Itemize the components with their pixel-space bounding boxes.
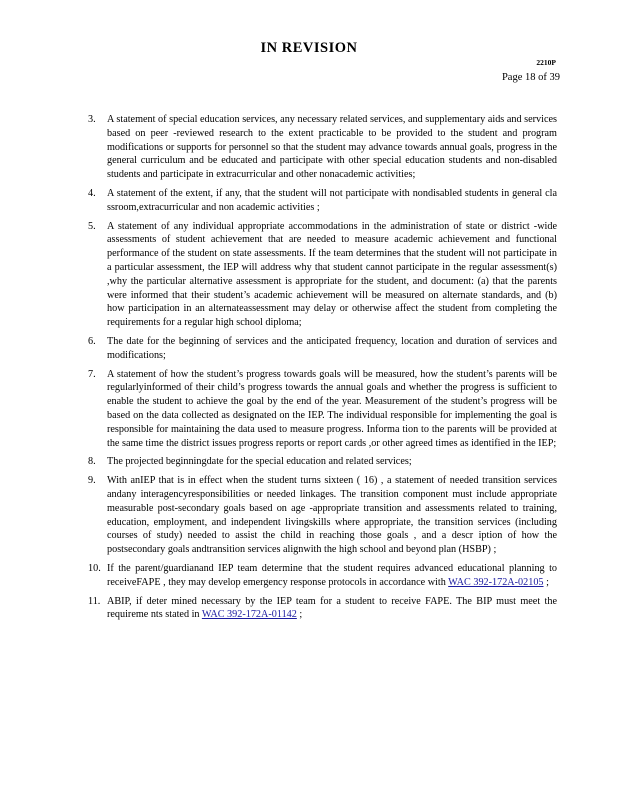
item-number: 6. (88, 335, 96, 347)
item-number: 11. (88, 595, 101, 607)
item-number: 10. (88, 562, 101, 574)
item-text: With anIEP that is in effect when the student turns sixteen ( 16) , a statement of needed transition services andany interagencyresponsibilities or needed linkages. The transition component must include appropriate measurable post-secondary goals based on age -appropriate transition and assessments related to training, education, employment, and independent livingskills where appropriate, the transition services (including courses of study) needed to assist the child in reaching those goals , and a descr iption of how the postsecondary goals andtransition services alignwith the high school and beyond plan (HSBP) ; (107, 475, 557, 556)
item-number: 3. (88, 114, 96, 125)
item-text: A statement of any individual appropriate accommodations in the administration of state or district -wide assessments of student achievement that are needed to measure academic achievement and functional performance of the student on state assessments. If the team determines that the student will not participate in a particular assessment, the IEP will address why that student cannot participate in the regular assessment(s) ,why the particular alternative assessment is appropriate for the student, and document: (a) that the parents were informed that their student’s academic achievement will be measured on alternate standards, and (b) how participation in an alternateassessment may delay or otherwise affect the student from completing the requirements for a regular high school diploma; (107, 220, 557, 329)
item-text: ABIP, if deter mined necessary by the IEP team for a student to receive FAPE. The BIP must meet the requireme nts stated in (107, 595, 557, 621)
item-number: 8. (88, 456, 96, 468)
item-text: The date for the beginning of services and the anticipated frequency, location and duration of services and modifications; (107, 335, 557, 361)
item-text: A statement of how the student’s progress towards goals will be measured, how the student’s parents will be regularlyinformed of their child’s progress towards the annual goals and whether the progress is sufficient to enable the student to achieve the goal by the end of the year. Measurement of the student’s progress will be based on the data collected as designated on the IEP. The individual responsible for implementing the goal is responsible for maintaining the data used to measure progress. Informa tion to the parents will be provided at the same time the district issues progress reports or report cards ,or other agreed times as identified in the IEP; (107, 368, 557, 449)
list-item (88, 187, 557, 215)
item-text-end: ; (296, 609, 303, 621)
page-number: Page 18 of 39 (501, 72, 560, 83)
list-item (88, 113, 557, 182)
item-text-end: ; (543, 576, 549, 588)
list-item (88, 368, 557, 451)
item-text: If the parent/guardianand IEP team determine that the student requires advanced educational planning to receiveFAPE , they may develop emergency response protocols in accordance with (107, 562, 557, 588)
list-item (88, 455, 557, 469)
item-text: The projected beginningdate for the special education and related services; (107, 456, 412, 468)
requirements-list (88, 113, 557, 627)
list-item (88, 335, 557, 363)
list-item (88, 474, 557, 557)
item-number: 7. (88, 368, 96, 380)
wac-link-02105[interactable]: WAC 392-172A-02105 (448, 576, 544, 588)
item-text: A statement of the extent, if any, that the student will not participate with nondisabled students in general cla ssroom,extracurricular and non academic activities ; (107, 187, 557, 213)
list-item (88, 595, 557, 623)
item-text-wrapper (107, 595, 557, 623)
item-number: 9. (88, 475, 96, 487)
list-item (88, 562, 557, 590)
item-text: A statement of special education services, any necessary related services, and supplementary aids and services based on peer -reviewed research to the extent practicable to be provided to the student and program modifications or supports for personnel so that the student may advance towards annual goals, progress in the general curriculum and be educated and participate with other special education students and non-disabled students and participate in extracurricular and other nonacademic activities; (107, 114, 557, 181)
item-number: 5. (88, 220, 96, 232)
list-item (88, 220, 557, 330)
wac-link-01142[interactable]: WAC 392-172A-01142 (201, 609, 297, 621)
page-title: IN REVISION (260, 40, 358, 56)
document-code: 2210P (536, 58, 556, 67)
item-text-wrapper (107, 562, 557, 590)
item-number: 4. (88, 187, 96, 199)
